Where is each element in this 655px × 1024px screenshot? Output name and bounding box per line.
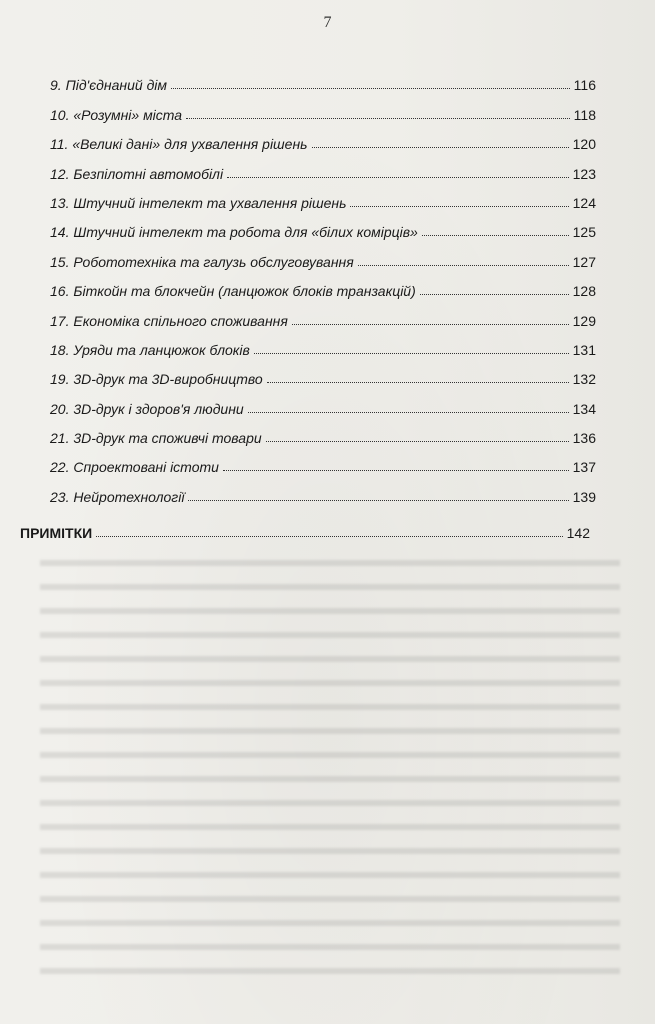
toc-entry-page: 137 bbox=[572, 459, 596, 476]
toc-entry bbox=[50, 417, 596, 446]
dot-leader bbox=[171, 87, 570, 89]
dot-leader bbox=[227, 176, 569, 178]
toc-entry-page: 131 bbox=[572, 341, 596, 358]
toc-entry-page: 127 bbox=[572, 253, 596, 270]
toc-entry-page: 132 bbox=[572, 371, 596, 388]
toc-entry bbox=[50, 64, 596, 93]
toc-entry-page: 128 bbox=[572, 283, 596, 300]
dot-leader bbox=[292, 323, 569, 325]
dot-leader bbox=[186, 117, 570, 119]
toc-entry-title: 20. 3D-друк і здоров'я людини bbox=[50, 400, 244, 417]
toc-section-page: 142 bbox=[566, 525, 590, 542]
toc-entry-title: 16. Біткойн та блокчейн (ланцюжок блоків транзакцій) bbox=[50, 283, 416, 300]
toc-entry-title: 11. «Великі дані» для ухвалення рішень bbox=[50, 136, 308, 153]
toc-entry bbox=[50, 358, 596, 387]
toc-entry-page: 118 bbox=[573, 106, 596, 123]
toc-entry-title: 15. Робототехніка та галузь обслуговування bbox=[50, 253, 354, 270]
toc-entry bbox=[50, 152, 596, 181]
toc-entry bbox=[50, 93, 596, 122]
toc-entry bbox=[50, 270, 596, 299]
toc-entry bbox=[50, 387, 596, 416]
toc-entry-page: 136 bbox=[572, 430, 596, 447]
toc-entry-page: 123 bbox=[572, 165, 596, 182]
dot-leader bbox=[248, 411, 569, 413]
toc-entry-title: 12. Безпілотні автомобілі bbox=[50, 165, 224, 182]
toc-entry bbox=[50, 211, 596, 240]
dot-leader bbox=[223, 469, 569, 471]
toc-entry bbox=[50, 240, 596, 269]
toc-entry bbox=[50, 329, 596, 358]
toc-entry-page: 116 bbox=[573, 77, 596, 94]
toc-entry-page: 120 bbox=[572, 136, 596, 153]
page-number: 7 bbox=[323, 14, 332, 31]
toc-entry-title: 18. Уряди та ланцюжок блоків bbox=[50, 341, 250, 358]
toc-entry bbox=[50, 123, 596, 152]
dot-leader bbox=[188, 499, 568, 501]
dot-leader bbox=[254, 352, 569, 354]
toc-section-notes bbox=[20, 512, 590, 541]
toc-section-title: ПРИМІТКИ bbox=[20, 525, 93, 542]
toc-entry-page: 134 bbox=[572, 400, 596, 417]
dot-leader bbox=[267, 381, 569, 383]
dot-leader bbox=[350, 205, 568, 207]
toc-entry bbox=[50, 182, 596, 211]
toc-entry-page: 139 bbox=[572, 488, 596, 505]
toc-entry bbox=[50, 446, 596, 475]
toc-entry-title: 17. Економіка спільного споживання bbox=[50, 312, 288, 329]
toc-entry-title: 14. Штучний інтелект та робота для «білих комірців» bbox=[50, 224, 418, 241]
dot-leader bbox=[266, 440, 569, 442]
toc-entry-title: 9. Під'єднаний дім bbox=[50, 77, 168, 94]
dot-leader bbox=[96, 535, 562, 537]
toc-entry-title: 23. Нейротехнології bbox=[50, 488, 185, 505]
toc-entry-page: 125 bbox=[572, 224, 596, 241]
dot-leader bbox=[420, 293, 569, 295]
toc-entry-title: 22. Спроектовані істоти bbox=[50, 459, 219, 476]
show-through-texture bbox=[40, 560, 620, 980]
toc-entry-title: 13. Штучний інтелект та ухвалення рішень bbox=[50, 194, 347, 211]
toc-entry-page: 129 bbox=[572, 312, 596, 329]
dot-leader bbox=[312, 146, 569, 148]
dot-leader bbox=[422, 234, 569, 236]
toc-entry-title: 21. 3D-друк та споживчі товари bbox=[50, 430, 262, 447]
table-of-contents bbox=[20, 64, 596, 542]
dot-leader bbox=[358, 264, 569, 266]
toc-entry-title: 19. 3D-друк та 3D-виробництво bbox=[50, 371, 263, 388]
toc-entry bbox=[50, 299, 596, 328]
toc-entry-title: 10. «Розумні» міста bbox=[50, 106, 183, 123]
toc-entry-page: 124 bbox=[572, 194, 596, 211]
toc-entry bbox=[50, 475, 596, 504]
